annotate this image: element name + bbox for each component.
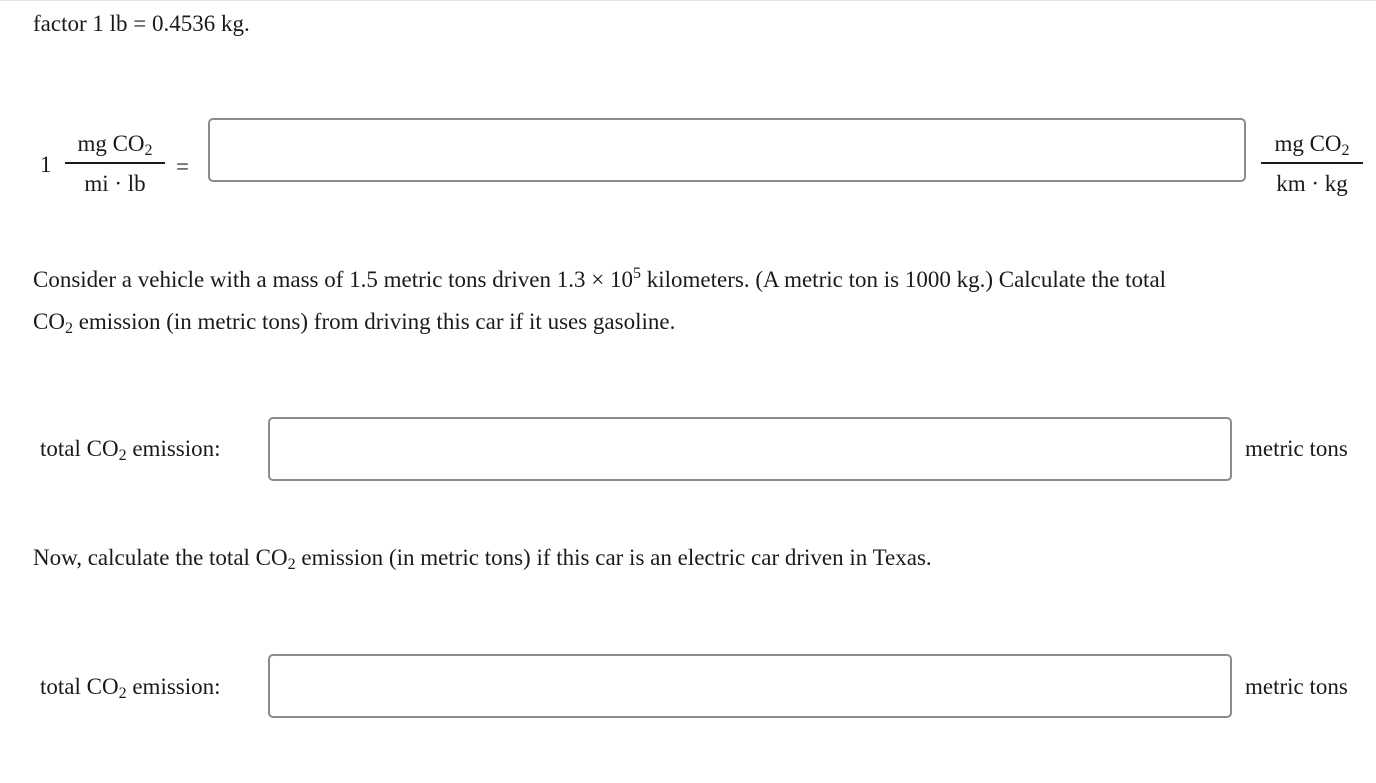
- electric-unit-label: metric tons: [1245, 674, 1348, 699]
- gasoline-question-line1: Consider a vehicle with a mass of 1.5 metric tons driven $1.3 \times 10^5$ kilometers. (A metric ton is 1000 kg.) Calculate the total: [33, 265, 1167, 292]
- lhs-unit-fraction: [65, 132, 165, 195]
- gasoline-answer-label: total $CO_2$ emission:: [40, 436, 221, 464]
- rhs-denominator: km · kg: [1276, 170, 1348, 196]
- rhs-fraction-bar: [1261, 162, 1363, 164]
- electric-answer-label: total $CO_2$ emission:: [40, 674, 221, 702]
- gasoline-emission-input[interactable]: [268, 417, 1232, 481]
- gasoline-unit-label: metric tons: [1245, 436, 1348, 461]
- electric-emission-input[interactable]: [268, 654, 1232, 718]
- equals-sign: =: [176, 154, 189, 179]
- gasoline-question-line2: $CO_2$ emission (in metric tons) from driving this car if it uses gasoline.: [33, 309, 676, 337]
- conversion-answer-input[interactable]: [208, 118, 1246, 182]
- rhs-numerator: mg $CO_2$: [1274, 131, 1350, 159]
- lhs-denominator: mi · lb: [84, 170, 146, 196]
- coefficient: 1: [40, 152, 52, 177]
- electric-question-text: Now, calculate the total $CO_2$ emission (in metric tons) if this car is an electric car driven in Texas.: [33, 545, 932, 573]
- lhs-numerator: mg $CO_2$: [77, 131, 153, 159]
- conversion-factor-text: factor 1 lb = 0.4536 kg.: [33, 11, 250, 36]
- rhs-unit-fraction: [1261, 132, 1363, 195]
- lhs-fraction-bar: [65, 162, 165, 164]
- top-divider: [0, 0, 1376, 1]
